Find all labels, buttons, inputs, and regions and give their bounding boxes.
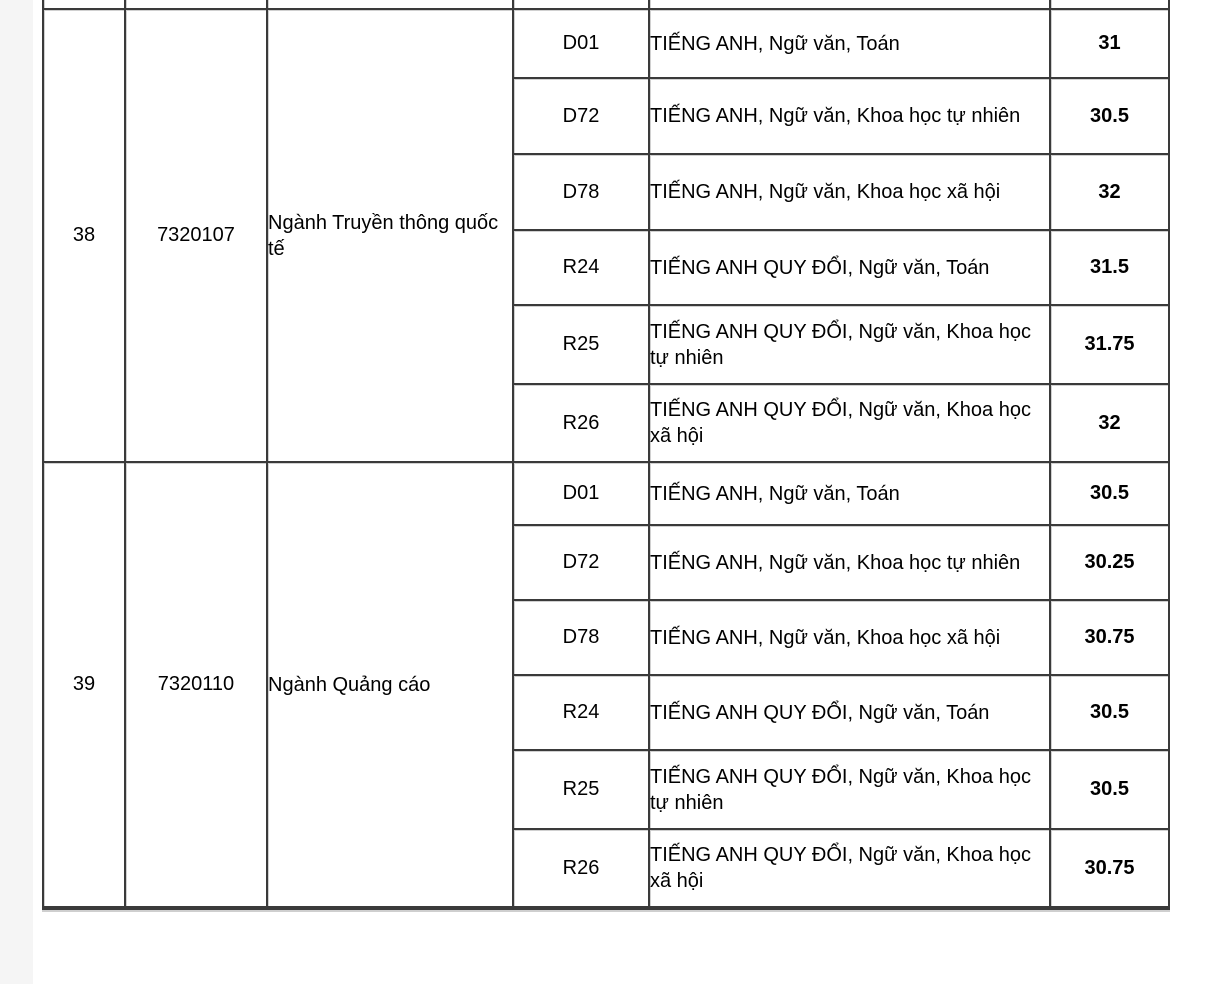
major-name-cell: Ngành Truyền thông quốc tế xyxy=(268,10,514,463)
score-cell: 30.5 xyxy=(1051,463,1168,526)
subjects-cell: TIẾNG ANH QUY ĐỔI, Ngữ văn, Khoa học tự nhiên xyxy=(650,306,1051,385)
page-left-margin xyxy=(0,0,33,984)
score-cell: 31.75 xyxy=(1051,306,1168,385)
table-row xyxy=(44,10,1168,79)
major-name-cell: Ngành Quảng cáo xyxy=(268,463,514,908)
row-number-cell: 39 xyxy=(44,463,126,908)
subjects-cell: TIẾNG ANH, Ngữ văn, Toán xyxy=(650,10,1051,79)
score-cell: 30.5 xyxy=(1051,676,1168,751)
combination-code-cell: R24 xyxy=(514,676,650,751)
score-cell: 31 xyxy=(1051,10,1168,79)
admission-scores-table xyxy=(42,0,1170,910)
combination-code-cell: D72 xyxy=(514,79,650,155)
document-page xyxy=(33,0,1219,984)
subjects-cell: TIẾNG ANH, Ngữ văn, Toán xyxy=(650,463,1051,526)
subjects-cell: TIẾNG ANH QUY ĐỔI, Ngữ văn, Toán xyxy=(650,676,1051,751)
table-row xyxy=(44,463,1168,526)
combination-code-cell: R24 xyxy=(514,231,650,306)
combination-code-cell: D01 xyxy=(514,463,650,526)
combination-code-cell: D78 xyxy=(514,601,650,676)
combination-code-cell: D78 xyxy=(514,155,650,231)
subjects-cell: TIẾNG ANH QUY ĐỔI, Ngữ văn, Khoa học xã hội xyxy=(650,385,1051,463)
score-cell: 31.5 xyxy=(1051,231,1168,306)
subjects-cell: TIẾNG ANH, Ngữ văn, Khoa học xã hội xyxy=(650,601,1051,676)
score-cell: 30.75 xyxy=(1051,830,1168,908)
combination-code-cell: R26 xyxy=(514,385,650,463)
score-cell: 32 xyxy=(1051,155,1168,231)
subjects-cell: TIẾNG ANH, Ngữ văn, Khoa học tự nhiên xyxy=(650,79,1051,155)
subjects-cell: TIẾNG ANH QUY ĐỔI, Ngữ văn, Khoa học xã hội xyxy=(650,830,1051,908)
score-cell: 30.75 xyxy=(1051,601,1168,676)
combination-code-cell: R25 xyxy=(514,306,650,385)
combination-code-cell: R26 xyxy=(514,830,650,908)
major-code-cell: 7320107 xyxy=(126,10,268,463)
row-number-cell: 38 xyxy=(44,10,126,463)
major-code-cell: 7320110 xyxy=(126,463,268,908)
score-cell: 32 xyxy=(1051,385,1168,463)
subjects-cell: TIẾNG ANH QUY ĐỔI, Ngữ văn, Toán xyxy=(650,231,1051,306)
previous-row-stub xyxy=(44,0,1168,10)
subjects-cell: TIẾNG ANH QUY ĐỔI, Ngữ văn, Khoa học tự nhiên xyxy=(650,751,1051,830)
score-cell: 30.25 xyxy=(1051,526,1168,601)
subjects-cell: TIẾNG ANH, Ngữ văn, Khoa học xã hội xyxy=(650,155,1051,231)
combination-code-cell: D01 xyxy=(514,10,650,79)
combination-code-cell: R25 xyxy=(514,751,650,830)
combination-code-cell: D72 xyxy=(514,526,650,601)
score-cell: 30.5 xyxy=(1051,79,1168,155)
subjects-cell: TIẾNG ANH, Ngữ văn, Khoa học tự nhiên xyxy=(650,526,1051,601)
score-cell: 30.5 xyxy=(1051,751,1168,830)
